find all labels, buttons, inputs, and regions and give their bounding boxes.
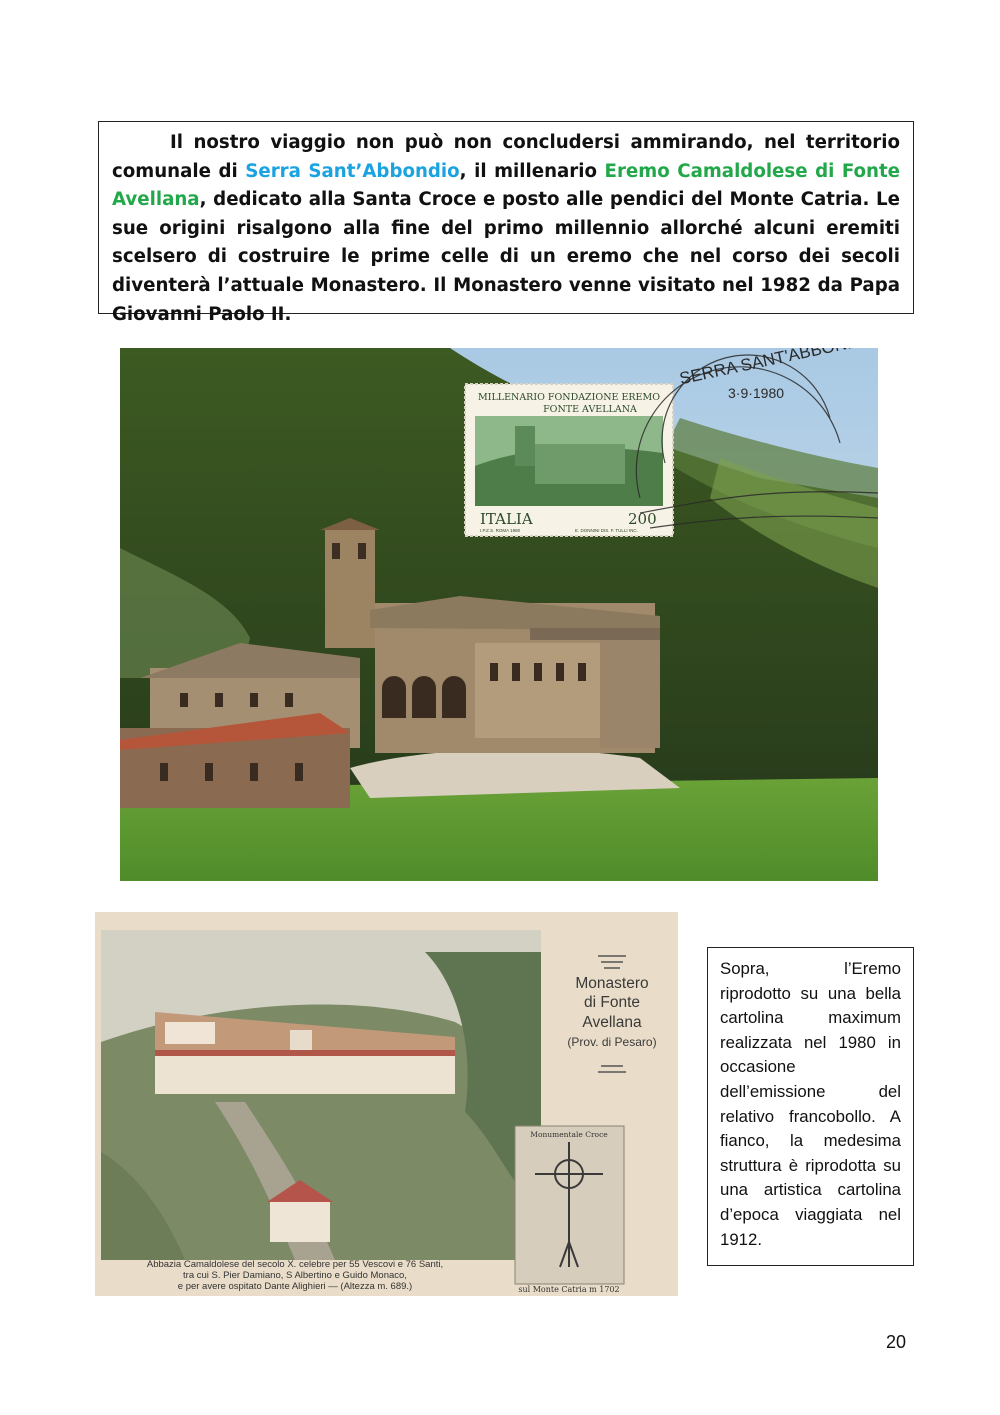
postcard-caption-1: Abbazia Camaldolese del secolo X. celebre per 55 Vescovi e 76 Santi, — [146, 1259, 444, 1270]
place-name-highlight: Serra Sant’Abbondio — [245, 160, 460, 182]
maximum-card-photo — [120, 348, 878, 881]
stamp-title-line2: FONTE AVELLANA — [543, 404, 637, 415]
postcard-title-2: di Fonte — [583, 994, 641, 1011]
caption-box — [707, 947, 914, 1266]
maximum-card-illustration — [120, 348, 878, 881]
caption-text: Sopra, l’Eremo riprodotto su una bella cartolina maximum realizzata nel 1980 in occasione dell’emissione del relativo francobollo. A fianco, la medesima struttura è riprodotta su una artistica cartolina d’epoca viaggiata nel 1912. — [720, 959, 901, 1249]
postmark-date: 3·9·1980 — [728, 385, 785, 401]
intro-paragraph — [112, 129, 900, 329]
postcard-title-3: Avellana — [582, 1014, 642, 1031]
intro-text-1: Il nostro viaggio non può non concludersi ammirando, nel territorio comunale di — [112, 132, 900, 182]
stamp-value: 200 — [628, 510, 657, 528]
page-number: 20 — [885, 1332, 906, 1352]
postcard-title-4: (Prov. di Pesaro) — [567, 1035, 657, 1049]
postcard-title-1: Monastero — [575, 975, 649, 992]
hermitage-name-highlight: Eremo Camaldolese di Fonte Avellana — [112, 160, 900, 211]
cross-label: Monumentale Croce — [530, 1130, 608, 1139]
postcard-caption-3: e per avere ospitato Dante Alighieri — (Altezza m. 689.) — [177, 1281, 413, 1292]
stamp-country: ITALIA — [480, 510, 533, 528]
stamp-title-line1: MILLENARIO FONDAZIONE EREMO — [477, 392, 661, 403]
intro-text-box — [98, 121, 914, 325]
vintage-postcard-illustration — [95, 912, 678, 1296]
stamp-printer: I.P.Z.S. ROMA 1980 — [480, 528, 521, 533]
stamp-designer: E. DONNINI DIS. F. TULLI INC. — [575, 528, 638, 533]
intro-text-2: , il millenario — [459, 160, 605, 182]
postcard-caption-2: tra cui S. Pier Damiano, S Albertino e Guido Monaco, — [183, 1270, 407, 1281]
cross-caption: sul Monte Catria m 1702 — [518, 1285, 620, 1294]
vintage-postcard-photo — [95, 912, 678, 1296]
intro-text-3: , dedicato alla Santa Croce e posto alle pendici del Monte Catria. Le sue origini risalgono alla fine del primo millennio allorché alcuni eremiti scelsero di costruire le prime celle di un eremo che nel corso dei secoli diventerà l’attuale Monastero. Il Monastero venne visitato nel 1982 da Papa Giovanni Paolo II. — [112, 189, 900, 325]
